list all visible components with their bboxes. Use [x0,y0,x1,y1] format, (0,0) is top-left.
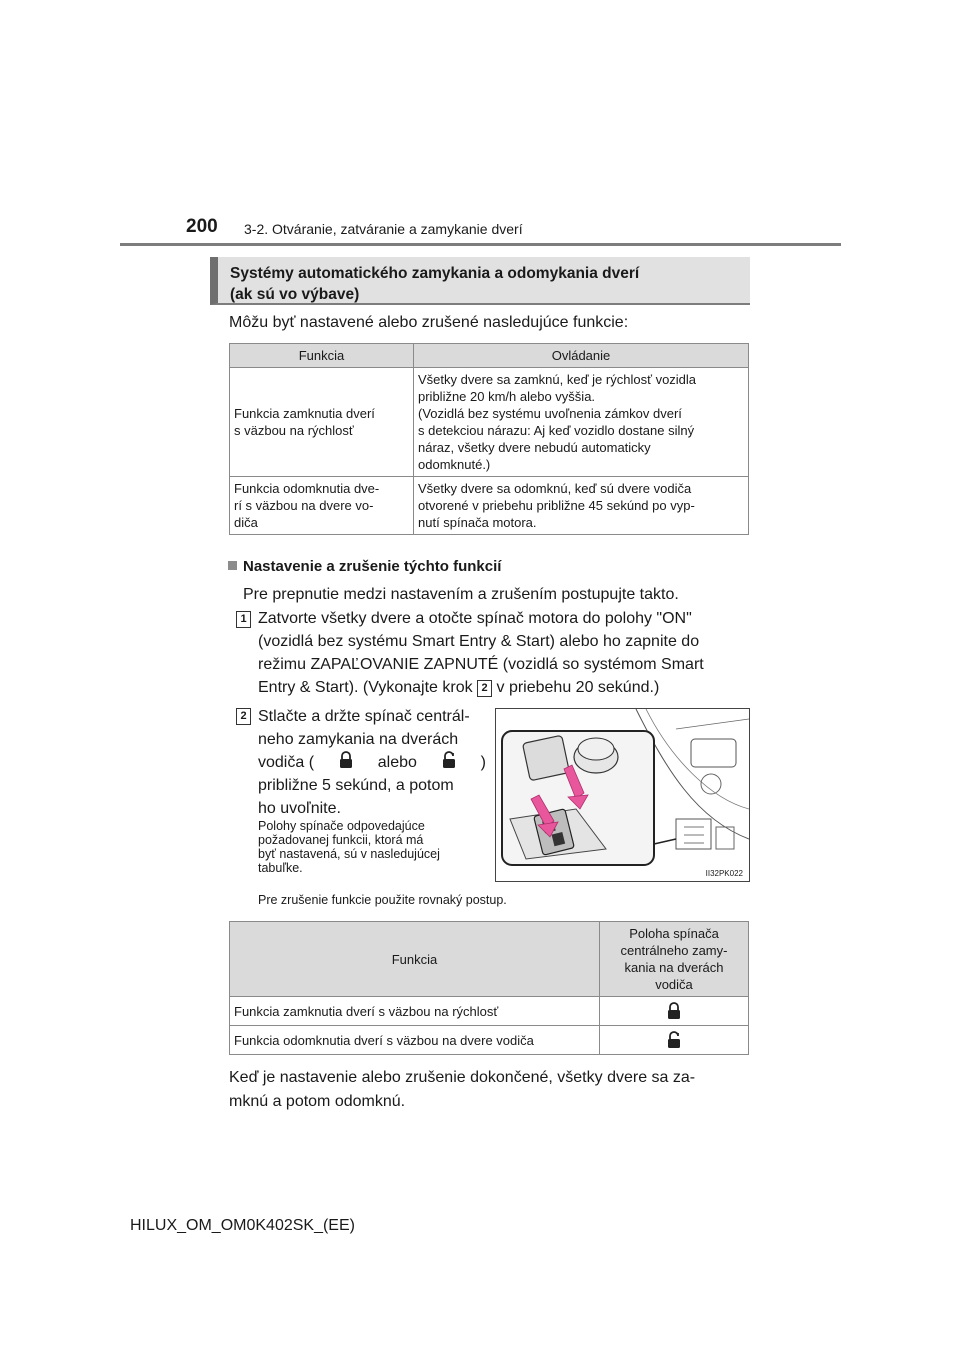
note-line: požadovanej funkcii, ktorá má [258,833,424,847]
section-intro: Môžu byť nastavené alebo zrušené nasledujúce funkcie: [229,314,629,331]
cell-line: s väzbou na rýchlosť [234,423,354,438]
step-2-line: ho uvoľnite. [258,800,341,817]
step-1-text-part: v priebehu 20 sekúnd.) [496,679,660,696]
cell-line: Funkcia zamknutia dverí [234,406,375,421]
step-1-line [258,676,749,699]
section-title-line1: Systémy automatického zamykania a odomykania dverí [230,265,640,282]
step-1-line: (vozidlá bez systému Smart Entry & Start) alebo ho zapnite do [258,633,700,650]
note-line: tabuľke. [258,861,303,875]
running-head: 3-2. Otváranie, zatváranie a zamykanie dverí [244,221,523,237]
switch-position-table [229,921,749,1055]
table-cell-icon [600,1026,749,1055]
header-line: Poloha spínača [629,926,719,941]
cell-line: diča [234,515,258,530]
table-cell-function [230,368,414,477]
cell-line: Všetky dvere sa zamknú, keď je rýchlosť vozidla [418,372,697,387]
cell-line: odomknuté.) [418,457,491,472]
table-cell-function [230,477,414,535]
table-header-function: Funkcia [230,344,414,368]
functions-table [229,343,749,535]
step-2-line: približne 5 sekúnd, a potom [258,777,454,794]
step-2-line: Stlačte a držte spínač centrál- [258,708,470,725]
header-rule [120,243,841,246]
header-line: kania na dverách [624,960,724,975]
step-2-line: neho zamykania na dverách [258,731,459,748]
cell-line: nutí spínača motora. [418,515,537,530]
step-ref-2: 2 [477,680,492,697]
closing-paragraph [229,1066,749,1114]
subsection-heading [228,558,501,575]
image-code: II32PK022 [705,869,743,878]
table-header-row [230,344,749,368]
cell-line: náraz, všetky dvere nebudú automaticky [418,440,651,455]
table-cell-icon [600,997,749,1026]
step-2-text-part: alebo [377,754,417,771]
lock-icon [667,1002,681,1020]
cell-line: (Vozidlá bez systému uvoľnenia zámkov dverí [418,406,682,421]
step-2-text [258,705,486,820]
step-2-note [258,819,486,875]
step-2-number: 2 [236,708,251,725]
cell-line: s detekciou nárazu: Aj keď vozidlo dostane silný [418,423,695,438]
header-line: vodiča [655,977,693,992]
table-cell-function: Funkcia odomknutia dverí s väzbou na dvere vodiča [230,1026,600,1055]
subsection-heading-text: Nastavenie a zrušenie týchto funkcií [243,558,502,575]
note-line: byť nastavená, sú v nasledujúcej [258,847,440,861]
closing-line: mknú a potom odomknú. [229,1093,406,1110]
table-cell-function: Funkcia zamknutia dverí s väzbou na rýchlosť [230,997,600,1026]
door-switch-illustration [495,708,750,882]
cell-line: približne 20 km/h alebo vyššia. [418,389,596,404]
table-header-function: Funkcia [230,922,600,997]
table-header-position [600,922,749,997]
closing-line: Keď je nastavenie alebo zrušenie dokončené, všetky dvere sa za- [229,1069,696,1086]
table-cell-operation [414,368,749,477]
step-2-line [258,751,486,774]
cell-line: Funkcia odomknutia dve- [234,481,380,496]
section-title [230,263,750,305]
unlock-icon [667,1031,681,1049]
cell-line: rí s väzbou na dvere vo- [234,498,374,513]
step-1-text [258,607,749,699]
step-1-text-part: Entry & Start). (Vykonajte krok [258,679,473,696]
section-title-line2: (ak sú vo výbave) [230,286,360,303]
section-header-box [210,257,750,305]
table-row [230,477,749,535]
page-number: 200 [186,216,218,237]
table-row [230,997,749,1026]
header-line: centrálneho zamy- [620,943,728,958]
table-row [230,368,749,477]
table-cell-operation [414,477,749,535]
step-1-line: Zatvorte všetky dvere a otočte spínač motora do polohy "ON" [258,610,692,627]
cell-line: otvorené v priebehu približne 45 sekúnd po vyp- [418,498,695,513]
step-1-number: 1 [236,611,251,628]
cell-line: Všetky dvere sa odomknú, keď sú dvere vodiča [418,481,692,496]
lock-icon [339,751,353,769]
table-row [230,1026,749,1055]
table-header-row [230,922,749,997]
step-1-line: režimu ZAPAĽOVANIE ZAPNUTÉ (vozidlá so systémom Smart [258,656,704,673]
unlock-icon [442,751,456,769]
step-2-text-part: ) [480,754,486,771]
table-header-operation: Ovládanie [414,344,749,368]
door-switch-drawing [496,709,749,881]
subsection-intro: Pre prepnutie medzi nastavením a zrušením postupujte takto. [243,586,679,603]
cancel-note: Pre zrušenie funkcie použite rovnaký postup. [258,893,507,907]
footer-doc-code: HILUX_OM_OM0K402SK_(EE) [130,1217,355,1234]
bullet-square-icon [228,561,237,570]
note-line: Polohy spínače odpovedajúce [258,819,425,833]
step-2-text-part: vodiča ( [258,754,315,771]
